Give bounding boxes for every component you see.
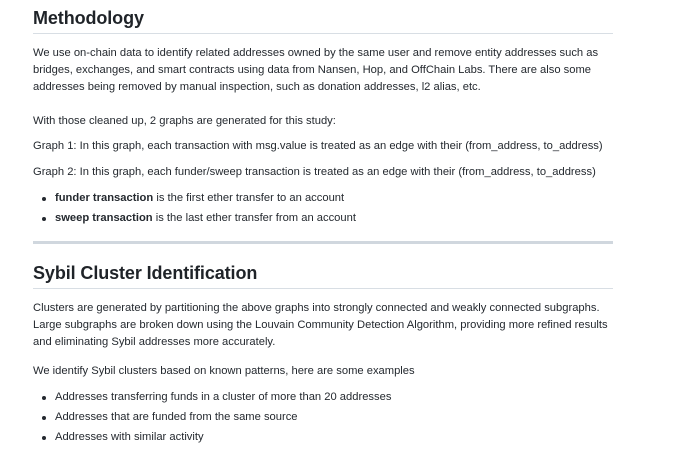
list-item: Addresses with similar activity [55, 429, 391, 446]
definition-term: funder transaction [55, 192, 154, 204]
list-item [55, 210, 356, 227]
list-item: Addresses that are funded from the same source [55, 409, 391, 426]
graph1-paragraph: Graph 1: In this graph, each transaction with msg.value is treated as an edge with their (from_address, to_address) [33, 140, 603, 152]
methodology-intro-paragraph: We use on-chain data to identify related addresses owned by the same user and remove entity addresses such as bridges, exchanges, and smart contracts using data from Nansen, Hop, and OffChain Labs. There are also some addresses being removed by manual inspection, such as donation addresses, l2 alias, etc. [33, 47, 599, 93]
section-divider [33, 241, 613, 244]
list-item: Addresses transferring funds in a cluster of more than 20 addresses [55, 389, 391, 406]
heading-underline [33, 288, 613, 289]
definition-term: sweep transaction [55, 212, 153, 224]
definition-text: is the last ether transfer from an account [152, 212, 356, 224]
list-item [55, 190, 356, 207]
heading-methodology: Methodology [33, 8, 144, 28]
patterns-intro-paragraph: We identify Sybil clusters based on known patterns, here are some examples [33, 365, 415, 377]
heading-underline [33, 33, 613, 34]
sybil-intro-paragraph: Clusters are generated by partitioning the above graphs into strongly connected and weakly connected subgraphs. Large subgraphs are broken down using the Louvain Community Detection Algorithm, providing more refined results and eliminating Sybil addresses more accurately. [33, 302, 608, 348]
patterns-list [33, 389, 391, 449]
graphs-generated-paragraph: With those cleaned up, 2 graphs are generated for this study: [33, 115, 336, 127]
graph2-paragraph: Graph 2: In this graph, each funder/sweep transaction is treated as an edge with their (from_address, to_address) [33, 166, 596, 178]
definition-text: is the first ether transfer to an account [153, 192, 345, 204]
definition-list [33, 190, 356, 230]
heading-sybil-cluster-identification: Sybil Cluster Identification [33, 263, 258, 283]
